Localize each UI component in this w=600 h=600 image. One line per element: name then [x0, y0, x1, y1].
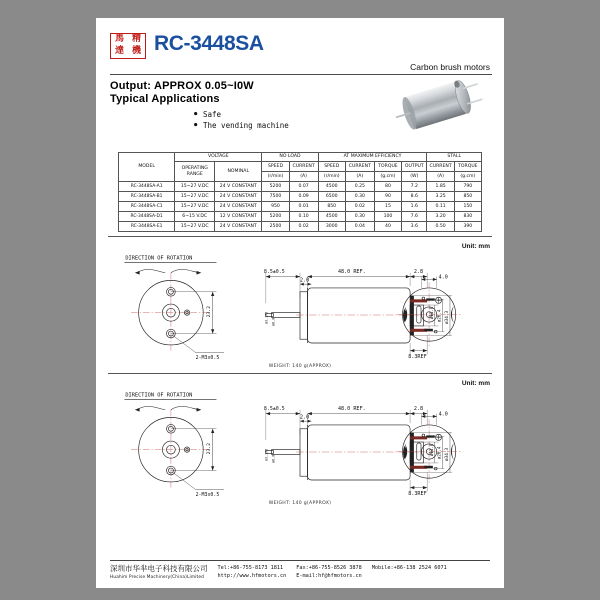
dim-shaft-length: 8.5±0.5	[263, 268, 285, 275]
cell-model: RC-3448SA-A1	[119, 182, 175, 192]
list-item: ● Safe	[194, 109, 492, 120]
cell-model: RC-3448SA-E1	[119, 222, 175, 232]
cell-model: RC-3448SA-B1	[119, 192, 175, 202]
datasheet-page	[96, 18, 504, 588]
col-no-load: NO LOAD	[262, 153, 318, 162]
unit-label-1: Unit: mm	[461, 243, 490, 250]
website-link[interactable]: http://www.hfmotors.cn	[217, 573, 287, 579]
cell-me-output: 3.6	[402, 222, 427, 232]
cell-me-current: 0.30	[345, 212, 374, 222]
logo-char-4: 機	[131, 46, 141, 56]
cell-st-torque: 790	[454, 182, 481, 192]
footer-company	[110, 564, 208, 580]
dim-dia-small: ø11.0	[428, 306, 434, 320]
unit-nl-current: (A)	[289, 172, 318, 182]
dim-end-hole: 4.0	[438, 274, 448, 281]
col-nl-speed: SPEED	[262, 162, 289, 172]
cell-me-speed: 4500	[318, 212, 345, 222]
col-voltage: VOLTAGE	[175, 153, 262, 162]
cell-me-output: 8.6	[402, 192, 427, 202]
cell-nominal: 24 V CONSTANT	[215, 202, 262, 212]
cell-me-output: 7.6	[402, 212, 427, 222]
rotation-label-text: DIRECTION OF ROTATION	[125, 392, 193, 399]
col-me-output: OUTPUT	[402, 162, 427, 172]
output-rating: Output: APPROX 0.05~I0W	[110, 80, 254, 92]
logo-char-1: 馬	[114, 34, 124, 44]
dim-dia-small: ø11.0	[428, 443, 434, 457]
cell-me-current: 0.04	[345, 222, 374, 232]
list-item: ● The vending machine	[194, 120, 492, 131]
footer	[96, 560, 504, 580]
cell-st-torque: 150	[454, 202, 481, 212]
cell-nl-speed: 2500	[262, 222, 289, 232]
dim-base-ref: 8.3REF	[408, 354, 427, 361]
cell-me-torque: 90	[374, 192, 401, 202]
cell-op-range: 6~15 V.DC	[175, 212, 215, 222]
cell-me-speed: 3000	[318, 222, 345, 232]
cell-nominal: 24 V CONSTANT	[215, 182, 262, 192]
dim-shaft-dia-b: ø6.0	[271, 317, 276, 326]
cell-st-current: 0.11	[427, 202, 454, 212]
cell-nl-speed: 7500	[262, 192, 289, 202]
dim-rear: 2.8	[413, 405, 424, 412]
dim-dia-mid: ø26.4	[436, 309, 442, 323]
cell-me-output: 1.6	[402, 202, 427, 212]
cell-st-current: 1.85	[427, 182, 454, 192]
company-name-en: Huahim Precise Machinery(China)Limited	[110, 574, 204, 579]
dim-shaft-dia-a: ø3.175	[264, 311, 269, 325]
cell-me-current: 0.02	[345, 202, 374, 212]
cell-me-output: 7.2	[402, 182, 427, 192]
dim-body-length: 48.0 REF.	[337, 268, 366, 275]
col-stall: STALL	[427, 153, 482, 162]
company-name-cn: 深圳市华芈电子科技有限公司	[110, 564, 208, 573]
weight-label-2: WEIGHT: 140 g(APPROX)	[268, 501, 332, 506]
dim-mount-thread: 2-M3x0.5	[195, 492, 220, 499]
cell-me-speed: 4500	[318, 182, 345, 192]
dimension-drawing-1	[106, 250, 494, 362]
footer-contact-3	[372, 564, 447, 572]
dim-mount-pitch: 23.2	[206, 442, 212, 455]
cell-model: RC-3448SA-C1	[119, 202, 175, 212]
cell-me-current: 0.30	[345, 192, 374, 202]
unit-nl-speed: (r/min)	[262, 172, 289, 182]
cell-op-range: 15~27 V.DC	[175, 182, 215, 192]
logo-char-3: 達	[114, 46, 124, 56]
category-line	[110, 62, 492, 75]
cell-nl-current: 0.09	[289, 192, 318, 202]
cell-me-speed: 6500	[318, 192, 345, 202]
page-title: RC-3448SA	[154, 32, 264, 55]
dim-body-length: 48.0 REF.	[337, 405, 366, 412]
col-nominal: NOMINAL	[215, 162, 262, 182]
weight-label-1: WEIGHT: 140 g(APPROX)	[268, 364, 332, 369]
company-logo-stamp	[110, 33, 146, 59]
col-model: MODEL	[119, 153, 175, 182]
cell-nl-speed: 5200	[262, 182, 289, 192]
dim-shaft-dia-b: ø6.0	[271, 454, 276, 463]
header	[96, 18, 504, 59]
unit-me-torque: (g.cm)	[374, 172, 401, 182]
dimension-drawing-2	[106, 387, 494, 499]
col-st-torque: TORQUE	[454, 162, 481, 172]
table-row	[119, 212, 482, 222]
cell-st-torque: 850	[454, 192, 481, 202]
telephone: Tel:+86-755-8173 1811	[217, 565, 284, 571]
fax: Fax:+86-755-8526 3878	[296, 565, 362, 571]
unit-label-2: Unit: mm	[461, 380, 490, 387]
cell-nl-speed: 5200	[262, 212, 289, 222]
cell-nl-speed: 950	[262, 202, 289, 212]
typical-applications-heading: Typical Applications	[110, 93, 220, 105]
dim-shaft-length: 8.5±0.5	[263, 405, 285, 412]
spec-summary	[96, 75, 504, 146]
unit-me-speed: (r/min)	[318, 172, 345, 182]
cell-st-torque: 390	[454, 222, 481, 232]
cell-op-range: 15~27 V.DC	[175, 222, 215, 232]
dim-mount-pitch: 23.2	[206, 305, 212, 318]
cell-me-torque: 100	[374, 212, 401, 222]
dim-shaft-dia-a: ø3.175	[264, 448, 269, 462]
footer-contact-2	[296, 564, 362, 580]
footer-divider	[110, 560, 490, 561]
cell-me-torque: 15	[374, 202, 401, 212]
drawing-block-2	[96, 387, 504, 506]
rotation-label-text: DIRECTION OF ROTATION	[125, 255, 193, 262]
cell-nl-current: 0.02	[289, 222, 318, 232]
motor-photo	[392, 75, 488, 133]
col-me-current: CURRENT	[345, 162, 374, 172]
dim-dia-body: ø34.3	[445, 310, 451, 325]
cell-nl-current: 0.01	[289, 202, 318, 212]
logo-char-2: 精	[131, 34, 141, 44]
unit-me-output: (W)	[402, 172, 427, 182]
cell-st-torque: 830	[454, 212, 481, 222]
unit-st-current: (A)	[427, 172, 454, 182]
drawing-block-1	[96, 250, 504, 369]
cell-me-torque: 80	[374, 182, 401, 192]
dim-rear: 2.8	[413, 268, 424, 275]
cell-nominal: 12 V CONSTANT	[215, 212, 262, 222]
unit-st-torque: (g.cm)	[454, 172, 481, 182]
mobile: Mobile:+86-138 2524 6071	[371, 565, 447, 571]
cell-op-range: 15~27 V.DC	[175, 192, 215, 202]
dim-dia-body: ø34.3	[445, 447, 451, 462]
cell-me-torque: 40	[374, 222, 401, 232]
col-me-torque: TORQUE	[374, 162, 401, 172]
col-operating-range: OPERATING RANGE	[175, 162, 215, 182]
cell-st-current: 0.50	[427, 222, 454, 232]
table-row	[119, 202, 482, 212]
unit-me-current: (A)	[345, 172, 374, 182]
table-group-header-row	[119, 153, 482, 162]
cell-nominal: 24 V CONSTANT	[215, 222, 262, 232]
dim-front-plate: 2.0	[300, 277, 310, 284]
cell-nominal: 24 V CONSTANT	[215, 192, 262, 202]
cell-nl-current: 0.10	[289, 212, 318, 222]
col-st-current: CURRENT	[427, 162, 454, 172]
dim-dia-mid: ø26.4	[436, 446, 442, 460]
col-me-speed: SPEED	[318, 162, 345, 172]
dim-end-hole: 4.0	[438, 411, 448, 418]
category-label: Carbon brush motors	[410, 62, 490, 72]
footer-contact-1	[218, 564, 287, 580]
specifications-table	[118, 152, 482, 232]
cell-me-current: 0.25	[345, 182, 374, 192]
dim-base-ref: 8.3REF	[408, 491, 427, 498]
table-row	[119, 192, 482, 202]
cell-op-range: 15~27 V.DC	[175, 202, 215, 212]
col-nl-current: CURRENT	[289, 162, 318, 172]
cell-model: RC-3448SA-D1	[119, 212, 175, 222]
email-link[interactable]: E-mail:hf@hfmotors.cn	[296, 573, 362, 579]
cell-st-current: 3.20	[427, 212, 454, 222]
table-row	[119, 222, 482, 232]
dim-mount-thread: 2-M3x0.5	[195, 355, 220, 362]
spec-table-wrap	[96, 146, 504, 232]
cell-me-speed: 850	[318, 202, 345, 212]
cell-nl-current: 0.07	[289, 182, 318, 192]
table-row	[119, 182, 482, 192]
col-max-efficiency: AT MAXIMUM EFFICIENCY	[318, 153, 427, 162]
cell-st-current: 3.25	[427, 192, 454, 202]
dim-front-plate: 2.0	[300, 414, 310, 421]
